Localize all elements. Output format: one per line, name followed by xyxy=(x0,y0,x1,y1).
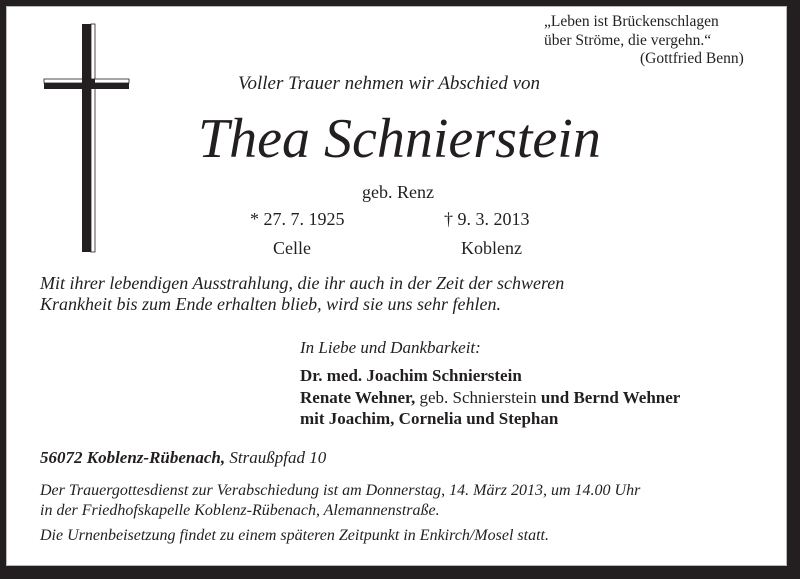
tribute-text xyxy=(40,273,564,315)
intro-text: Voller Trauer nehmen wir Abschied von xyxy=(238,73,541,94)
mourners-intro: In Liebe und Dankbarkeit: xyxy=(300,338,481,357)
mourners-list xyxy=(300,365,680,430)
address-city: 56072 Koblenz-Rübenach, xyxy=(40,448,226,467)
quote-line: über Ströme, die vergehn.“ xyxy=(544,32,712,49)
mourner-name: Renate Wehner, xyxy=(300,387,416,407)
maiden-name: geb. Renz xyxy=(362,182,434,202)
mourner-name: und Bernd Wehner xyxy=(540,387,681,407)
birth-date: * 27. 7. 1925 xyxy=(250,209,345,229)
mourner-line xyxy=(300,387,680,409)
mourner-line: mit Joachim, Cornelia und Stephan xyxy=(300,409,559,428)
mourner-line: Dr. med. Joachim Schnierstein xyxy=(300,366,522,385)
quote-line: „Leben ist Brückenschlagen xyxy=(544,13,719,30)
mourner-maiden-name: geb. Schnierstein xyxy=(415,387,541,407)
death-place: Koblenz xyxy=(461,238,522,258)
deceased-name: Thea Schnierstein xyxy=(198,108,601,170)
service-line: Der Trauergottesdienst zur Verabschiedung ist am Donnerstag, 14. März 2013, um 14.00 Uhr xyxy=(40,482,641,499)
cross-icon xyxy=(38,19,132,259)
quote xyxy=(544,12,719,50)
birth-place: Celle xyxy=(273,238,311,258)
service-line: in der Friedhofskapelle Koblenz-Rübenach, Alemannenstraße. xyxy=(40,502,440,519)
death-date: † 9. 3. 2013 xyxy=(444,209,530,229)
tribute-line: Mit ihrer lebendigen Ausstrahlung, die ihr auch in der Zeit der schweren xyxy=(40,273,565,293)
tribute-line: Krankheit bis zum Ende erhalten blieb, wird sie uns sehr fehlen. xyxy=(40,294,501,314)
quote-author: (Gottfried Benn) xyxy=(640,50,744,67)
address xyxy=(40,448,326,468)
urn-burial-info: Die Urnenbeisetzung findet zu einem späteren Zeitpunkt in Enkirch/Mosel statt. xyxy=(40,527,549,544)
address-street: Straußpfad 10 xyxy=(225,448,327,467)
service-info xyxy=(40,481,640,521)
